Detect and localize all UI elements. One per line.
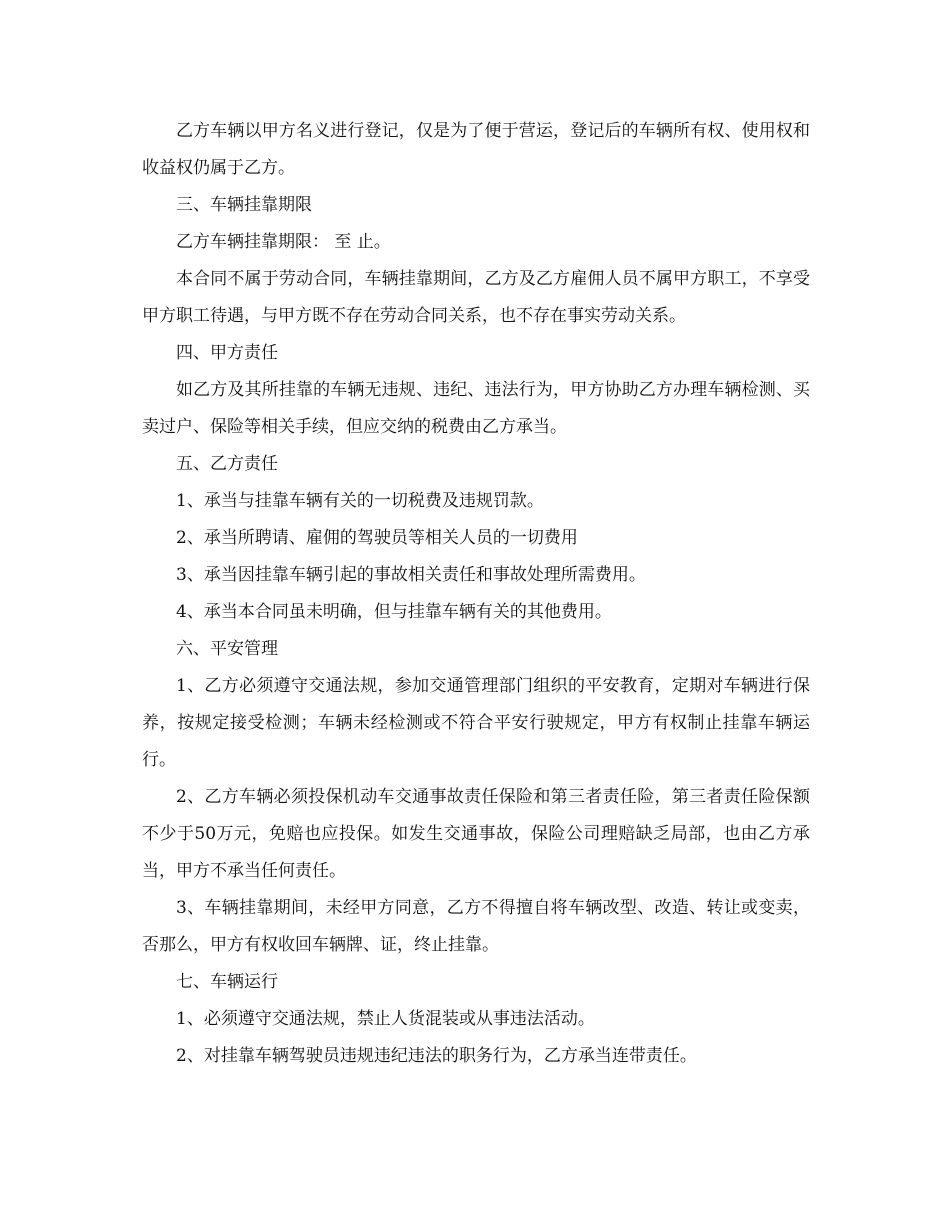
paragraph-term-period: 乙方车辆挂靠期限： 至 止。 xyxy=(176,232,391,252)
document-body xyxy=(142,113,810,1075)
list-item-party-b-4: 4、承当本合同虽未明确，但与挂靠车辆有关的其他费用。 xyxy=(176,602,612,622)
list-item-operation-2: 2、对挂靠车辆驾驶员违规违纪违法的职务行为，乙方承当连带责任。 xyxy=(176,1046,697,1066)
section-heading-party-a: 四、甲方责任 xyxy=(176,343,278,363)
section-heading-term: 三、车辆挂靠期限 xyxy=(176,195,312,215)
list-item-safety-2: 2、乙方车辆必须投保机动车交通事故责任保险和第三者责任险，第三者责任险保额不少于50万元，免赔也应投保。如发生交通事故，保险公司理赔缺乏局部，也由乙方承当，甲方不承当任何责任。 xyxy=(142,787,810,881)
list-item-operation-1: 1、必须遵守交通法规，禁止人货混装或从事违法活动。 xyxy=(176,1009,595,1029)
paragraph-party-a-duty: 如乙方及其所挂靠的车辆无违规、违纪、违法行为，甲方协助乙方办理车辆检测、买卖过户、保险等相关手续，但应交纳的税费由乙方承当。 xyxy=(142,380,810,437)
list-item-safety-1: 1、乙方必须遵守交通法规，参加交通管理部门组织的平安教育，定期对车辆进行保养，按规定接受检测；车辆未经检测或不符合平安行驶规定，甲方有权制止挂靠车辆运行。 xyxy=(142,676,810,770)
list-item-party-b-1: 1、承当与挂靠车辆有关的一切税费及违规罚款。 xyxy=(176,491,544,511)
list-item-safety-3: 3、车辆挂靠期间，未经甲方同意，乙方不得擅自将车辆改型、改造、转让或变卖，否那么，甲方有权收回车辆牌、证，终止挂靠。 xyxy=(142,898,810,955)
paragraph-registration: 乙方车辆以甲方名义进行登记，仅是为了便于营运，登记后的车辆所有权、使用权和收益权仍属于乙方。 xyxy=(142,121,810,178)
list-item-party-b-2: 2、承当所聘请、雇佣的驾驶员等相关人员的一切费用 xyxy=(176,528,578,548)
section-heading-safety: 六、平安管理 xyxy=(176,639,278,659)
section-heading-operation: 七、车辆运行 xyxy=(176,972,278,992)
section-heading-party-b: 五、乙方责任 xyxy=(176,454,278,474)
list-item-party-b-3: 3、承当因挂靠车辆引起的事故相关责任和事故处理所需费用。 xyxy=(176,565,646,585)
paragraph-not-labor-contract: 本合同不属于劳动合同，车辆挂靠期间，乙方及乙方雇佣人员不属甲方职工，不享受甲方职工待遇，与甲方既不存在劳动合同关系，也不存在事实劳动关系。 xyxy=(142,269,810,326)
